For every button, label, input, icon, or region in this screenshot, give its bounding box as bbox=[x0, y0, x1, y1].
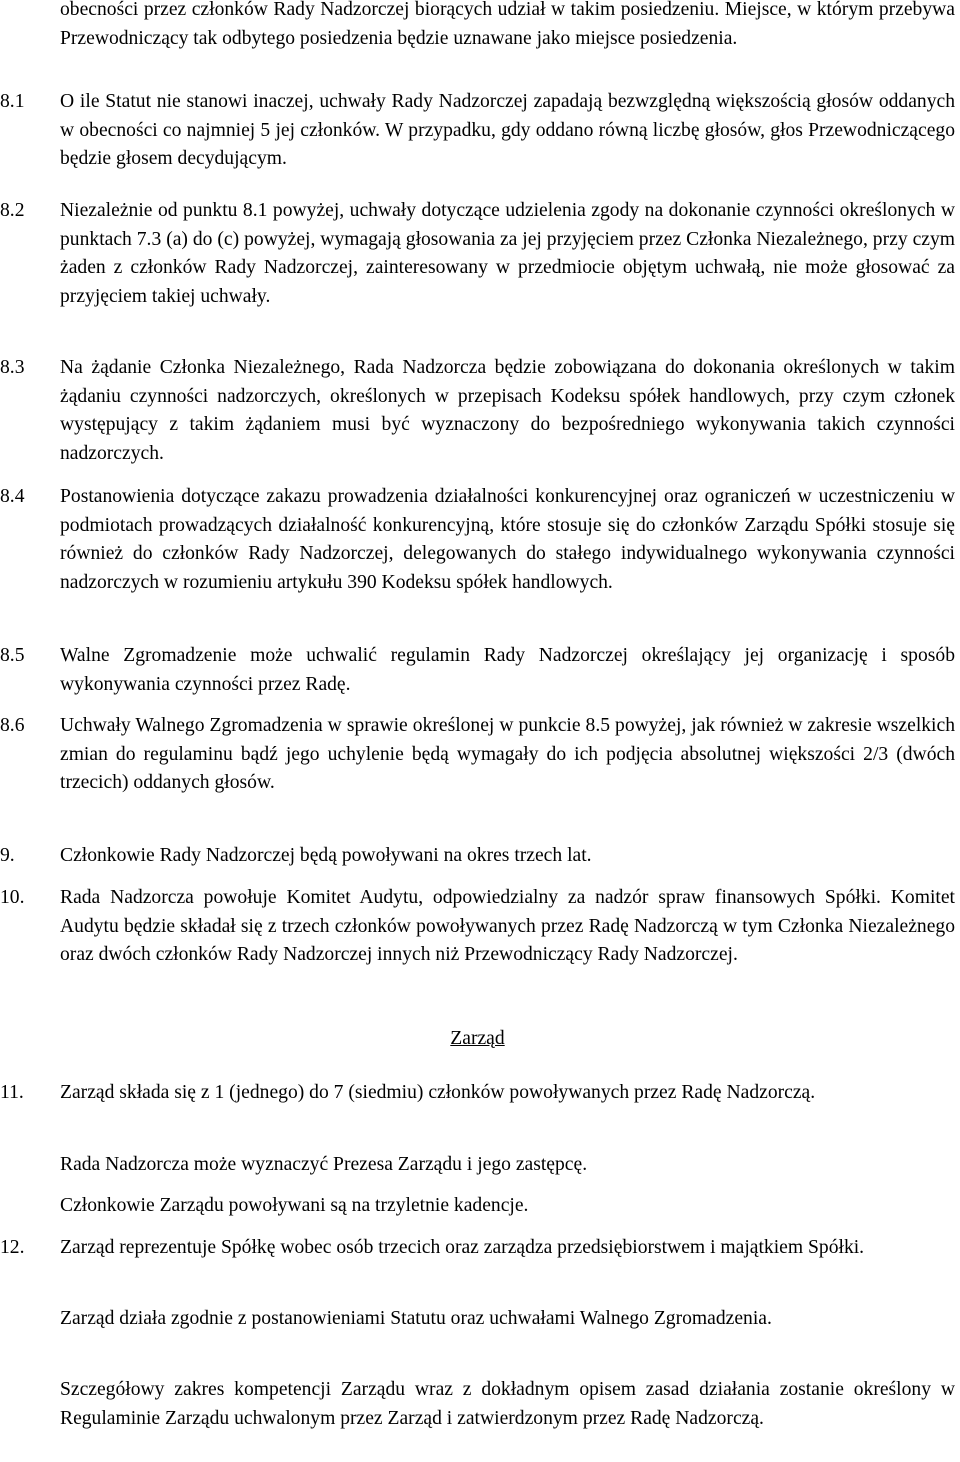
section-heading: Zarząd bbox=[450, 1028, 505, 1049]
item-text: Uchwały Walnego Zgromadzenia w sprawie określonej w punkcie 8.5 powyżej, jak również w zakresie wszelkich zmian do regulaminu bądź jego uchylenie będą wymagały do ich podjęcia absolutnej większości 2/3 (dwóch trzecich) oddanych głosów. bbox=[60, 715, 955, 793]
item-text: Zarząd składa się z 1 (jednego) do 7 (siedmiu) członków powoływanych przez Radę Nadzorczą. bbox=[60, 1082, 816, 1103]
item-number: 8.4 bbox=[0, 486, 25, 507]
item-number: 12. bbox=[0, 1237, 25, 1258]
item-text: Walne Zgromadzenie może uchwalić regulamin Rady Nadzorczej określający jej organizację i sposób wykonywania czynności przez Radę. bbox=[60, 645, 955, 695]
item-number: 11. bbox=[0, 1082, 24, 1103]
item-number: 8.5 bbox=[0, 645, 25, 666]
item-11-paragraph-2: Rada Nadzorcza może wyznaczyć Prezesa Zarządu i jego zastępcę. bbox=[60, 1154, 588, 1175]
item-12-paragraph-3: Szczegółowy zakres kompetencji Zarządu wraz z dokładnym opisem zasad działania zostanie określony w Regulaminie Zarządu uchwalonym przez Zarząd i zatwierdzonym przez Radę Nadzorczą. bbox=[60, 1379, 955, 1429]
item-text: Postanowienia dotyczące zakazu prowadzenia działalności konkurencyjnej oraz ograniczeń w uczestniczeniu w podmiotach prowadzących działalność konkurencyjną, które stosuje się do członków Zarządu Spółki stosuje się również do członków Rady Nadzorczej, delegowanych do stałego indywidualnego wykonywania czynności nadzorczych w rozumieniu artykułu 390 Kodeksu spółek handlowych. bbox=[60, 486, 955, 593]
item-number: 9. bbox=[0, 845, 15, 866]
item-number: 8.1 bbox=[0, 91, 25, 112]
item-number: 8.3 bbox=[0, 357, 25, 378]
item-text: Na żądanie Członka Niezależnego, Rada Nadzorcza będzie zobowiązana do dokonania określonych w takim żądaniu czynności nadzorczych, określonych w przepisach Kodeksu spółek handlowych, przy czym członek występujący z takim żądaniem musi być wyznaczony do bezpośredniego wykonywania takich czynności nadzorczych. bbox=[60, 357, 955, 464]
item-text: O ile Statut nie stanowi inaczej, uchwały Rady Nadzorczej zapadają bezwzględną większością głosów oddanych w obecności co najmniej 5 jej członków. W przypadku, gdy oddano równą liczbę głosów, głos Przewodniczącego będzie głosem decydującym. bbox=[60, 91, 955, 169]
item-text: Rada Nadzorcza powołuje Komitet Audytu, odpowiedzialny za nadzór spraw finansowych Spółki. Komitet Audytu będzie składał się z trzech członków powoływanych przez Radę Nadzorczą w tym Członka Niezależnego oraz dwóch członków Rady Nadzorczej innych niż Przewodniczący Rady Nadzorczej. bbox=[60, 887, 955, 965]
item-number: 10. bbox=[0, 887, 25, 908]
item-12-paragraph-2: Zarząd działa zgodnie z postanowieniami Statutu oraz uchwałami Walnego Zgromadzenia. bbox=[60, 1308, 772, 1329]
item-text: Zarząd reprezentuje Spółkę wobec osób trzecich oraz zarządza przedsiębiorstwem i majątkiem Spółki. bbox=[60, 1237, 865, 1258]
item-number: 8.6 bbox=[0, 715, 25, 736]
item-text: Członkowie Rady Nadzorczej będą powoływani na okres trzech lat. bbox=[60, 845, 592, 866]
intro-paragraph: obecności przez członków Rady Nadzorczej biorących udział w takim posiedzeniu. Miejsce, w którym przebywa Przewodniczący tak odbytego posiedzenia będzie uznawane jako miejsce posiedzenia. bbox=[60, 0, 955, 49]
item-11-paragraph-3: Członkowie Zarządu powoływani są na trzyletnie kadencje. bbox=[60, 1195, 529, 1216]
item-text: Niezależnie od punktu 8.1 powyżej, uchwały dotyczące udzielenia zgody na dokonanie czynności określonych w punktach 7.3 (a) do (c) powyżej, wymagają głosowania za jej przyjęciem przez Członka Niezależnego, przy czym żaden z członków Rady Nadzorczej, zainteresowany w przedmiocie objętym uchwałą, nie może głosować za przyjęciem takiej uchwały. bbox=[60, 200, 955, 307]
item-number: 8.2 bbox=[0, 200, 25, 221]
